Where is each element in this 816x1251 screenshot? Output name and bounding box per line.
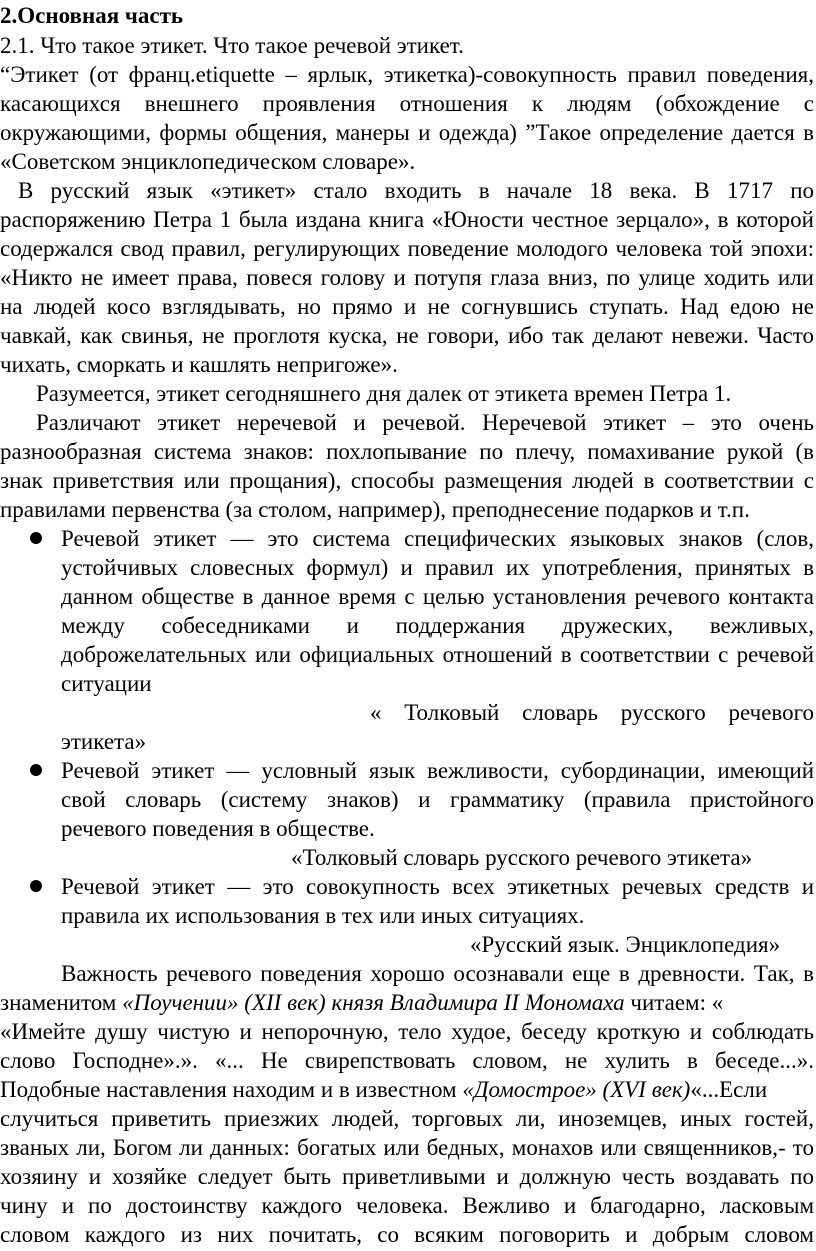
paragraph-line: содержался свод правил, регулирующих поведение молодого человека той эпохи: xyxy=(0,236,814,261)
paragraph-line xyxy=(0,1076,814,1104)
paragraph-line xyxy=(0,989,814,1017)
source-citation: «Русский язык. Энциклопедия» xyxy=(470,932,781,957)
paragraph-line: разнообразная система знаков: похлопывание по плечу, помахивание рукой (в xyxy=(0,439,814,464)
paragraph-line: В русский язык «этикет» стало входить в начале 18 века. В 1717 по xyxy=(18,178,814,203)
list-item-line: Речевой этикет — это система специфических языковых знаков (слов, xyxy=(61,526,814,551)
paragraph-line: касающихся внешнего проявления отношения к людям (обхождение с xyxy=(0,91,814,116)
list-item-line: Речевой этикет — условный язык вежливости, субординации, имеющий xyxy=(61,758,814,783)
paragraph-line: Разумеется, этикет сегодняшнего дня далек от этикета времен Петра 1. xyxy=(36,381,732,406)
paragraph-line: «Советском энциклопедическом словаре». xyxy=(0,149,416,174)
list-item-line: Речевой этикет — это совокупность всех этикетных речевых средств и xyxy=(61,874,814,899)
bullet-icon xyxy=(30,532,42,544)
paragraph-line: на людей косо взглядывать, но прямо и не согнувшись ступать. Над едою не xyxy=(0,294,814,319)
paragraph-line: правилами первенства (за столом, например), преподнесение подарков и т.п. xyxy=(0,497,750,522)
list-item-line: свой словарь (систему знаков) и грамматику (правила пристойного xyxy=(61,787,814,812)
text-run: знаменитом xyxy=(0,990,123,1015)
list-item-line: речевого поведения в обществе. xyxy=(61,816,375,841)
paragraph-line: знак приветствия или прощания), способы размещения людей в соответствии с xyxy=(0,468,814,493)
paragraph-line: хозяину и хозяйке следует быть приветливыми и должную честь воздавать по xyxy=(0,1164,814,1189)
section-heading: 2.Основная часть xyxy=(0,3,184,28)
italic-citation: «Поучении» (XII век) князя Владимира II Мономаха xyxy=(122,990,625,1015)
text-run: читаем: « xyxy=(624,990,724,1015)
paragraph-line: Различают этикет неречевой и речевой. Неречевой этикет – это очень xyxy=(36,410,814,435)
paragraph-line: «Имейте душу чистую и непорочную, тело худое, беседу кроткую и соблюдать xyxy=(0,1019,814,1044)
subsection-heading: 2.1. Что такое этикет. Что такое речевой этикет. xyxy=(0,33,464,58)
list-item-line: правила их использования в тех или иных ситуациях. xyxy=(61,903,585,928)
bullet-icon xyxy=(30,880,42,892)
paragraph-line: распоряжению Петра 1 была издана книга «Юности честное зерцало», в которой xyxy=(0,207,814,232)
source-citation: этикета» xyxy=(61,729,147,754)
text-run: Подобные наставления находим и в известном xyxy=(0,1077,463,1102)
list-item-line: устойчивых словесных формул) и правил их употребления, принятых в xyxy=(61,555,814,580)
paragraph-line: чину и по достоинству каждого человека. Вежливо и благодарно, ласковым xyxy=(0,1193,814,1218)
paragraph-line: словом каждого из них почитать, со всяким поговорить и добрым словом xyxy=(0,1222,814,1247)
paragraph-line: Важность речевого поведения хорошо осознавали еще в древности. Так, в xyxy=(61,961,814,986)
source-citation: «Толковый словарь русского речевого этикета» xyxy=(291,845,753,870)
paragraph-line: “Этикет (от франц.etiquette – ярлык, этикетка)-совокупность правил поведения, xyxy=(0,62,814,87)
list-item-line: между собеседниками и поддержания дружеских, вежливых, xyxy=(61,613,814,638)
paragraph-line: чавкай, как свинья, не проглотя куска, не говори, ибо так делают невежи. Часто xyxy=(0,323,814,348)
paragraph-line: случиться приветить приезжих людей, торговых ли, иноземцев, иных гостей, xyxy=(0,1106,814,1131)
paragraph-line: окружающими, формы общения, манеры и одежда) ”Такое определение дается в xyxy=(0,120,814,145)
bullet-icon xyxy=(30,764,42,776)
list-item-line: ситуации xyxy=(61,671,152,696)
text-run: «...Если xyxy=(690,1077,768,1102)
italic-citation: «Домострое» (XVI век) xyxy=(462,1077,691,1102)
paragraph-line: званых ли, Богом ли данных: богатых или бедных, монахов или священников,- то xyxy=(0,1135,814,1160)
list-item-line: доброжелательных или официальных отношений в соответствии с речевой xyxy=(61,642,814,667)
paragraph-line: «Никто не имеет права, повеся голову и потупя глаза вниз, по улице ходить или xyxy=(0,265,814,290)
paragraph-line: чихать, сморкать и кашлять непригоже». xyxy=(0,352,398,377)
list-item-line: данном обществе в данное время с целью установления речевого контакта xyxy=(61,584,814,609)
source-citation: « Толковый словарь русского речевого xyxy=(370,700,814,725)
paragraph-line: слово Господне».». «... Не свирепствовать словом, не хулить в беседе...». xyxy=(0,1048,814,1073)
